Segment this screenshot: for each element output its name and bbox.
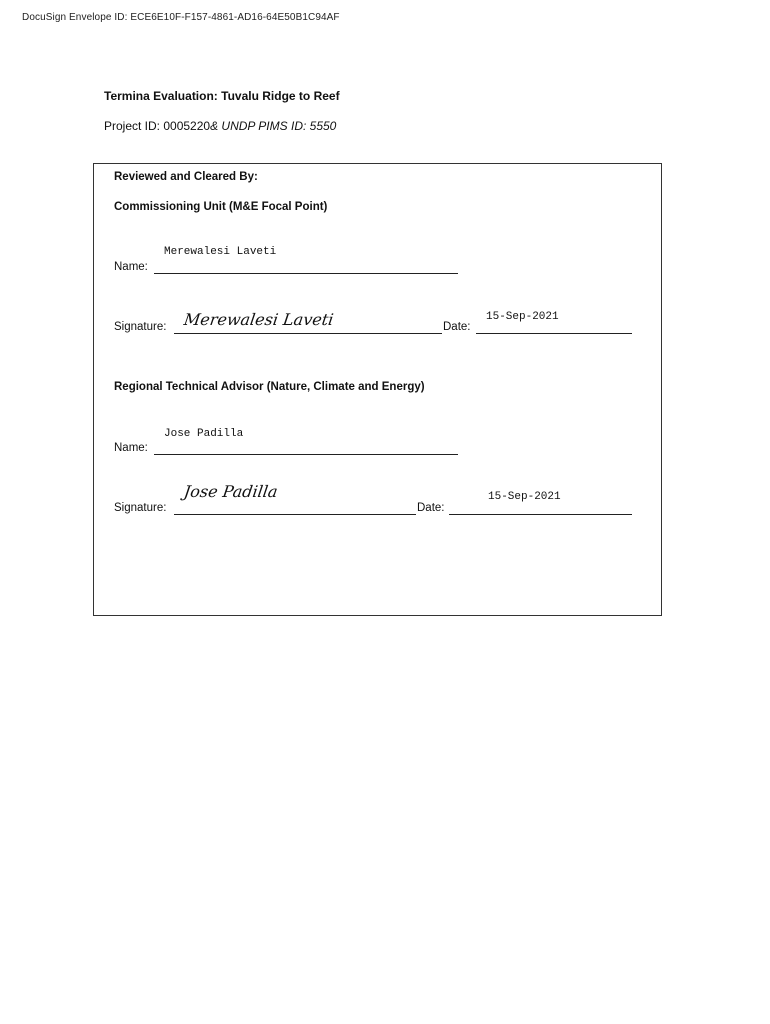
- section1-date-label: Date:: [443, 321, 471, 333]
- section2-name-line: [154, 454, 458, 455]
- section2-date-line: [449, 514, 632, 515]
- section2-signature-image: Jose Padilla: [182, 482, 279, 501]
- reviewed-heading: Reviewed and Cleared By:: [114, 171, 258, 183]
- section1-name-label: Name:: [114, 261, 148, 273]
- section2-name-label: Name:: [114, 442, 148, 454]
- section1-name-value: Merewalesi Laveti: [164, 246, 277, 258]
- section1-signature-image: Merewalesi Laveti: [182, 310, 335, 329]
- section1-name-line: [154, 273, 458, 274]
- section1-signature-label: Signature:: [114, 321, 167, 333]
- section2-date-value: 15-Sep-2021: [488, 491, 561, 503]
- section1-signature-line: [174, 333, 442, 334]
- pims-id-text: & UNDP PIMS ID: 5550: [210, 119, 337, 133]
- envelope-id: DocuSign Envelope ID: ECE6E10F-F157-4861-AD16-64E50B1C94AF: [22, 12, 340, 23]
- section2-name-value: Jose Padilla: [164, 428, 244, 440]
- section2-title: Regional Technical Advisor (Nature, Climate and Energy): [114, 381, 425, 393]
- section1-date-value: 15-Sep-2021: [486, 311, 559, 323]
- clearance-box: [93, 163, 662, 616]
- section1-title: Commissioning Unit (M&E Focal Point): [114, 201, 328, 213]
- project-id: [104, 119, 336, 133]
- section2-date-label: Date:: [417, 502, 445, 514]
- section2-signature-label: Signature:: [114, 502, 167, 514]
- section1-date-line: [476, 333, 632, 334]
- project-id-text: Project ID: 0005220: [104, 119, 211, 133]
- document-title: Termina Evaluation: Tuvalu Ridge to Reef: [104, 89, 340, 103]
- section2-signature-line: [174, 514, 416, 515]
